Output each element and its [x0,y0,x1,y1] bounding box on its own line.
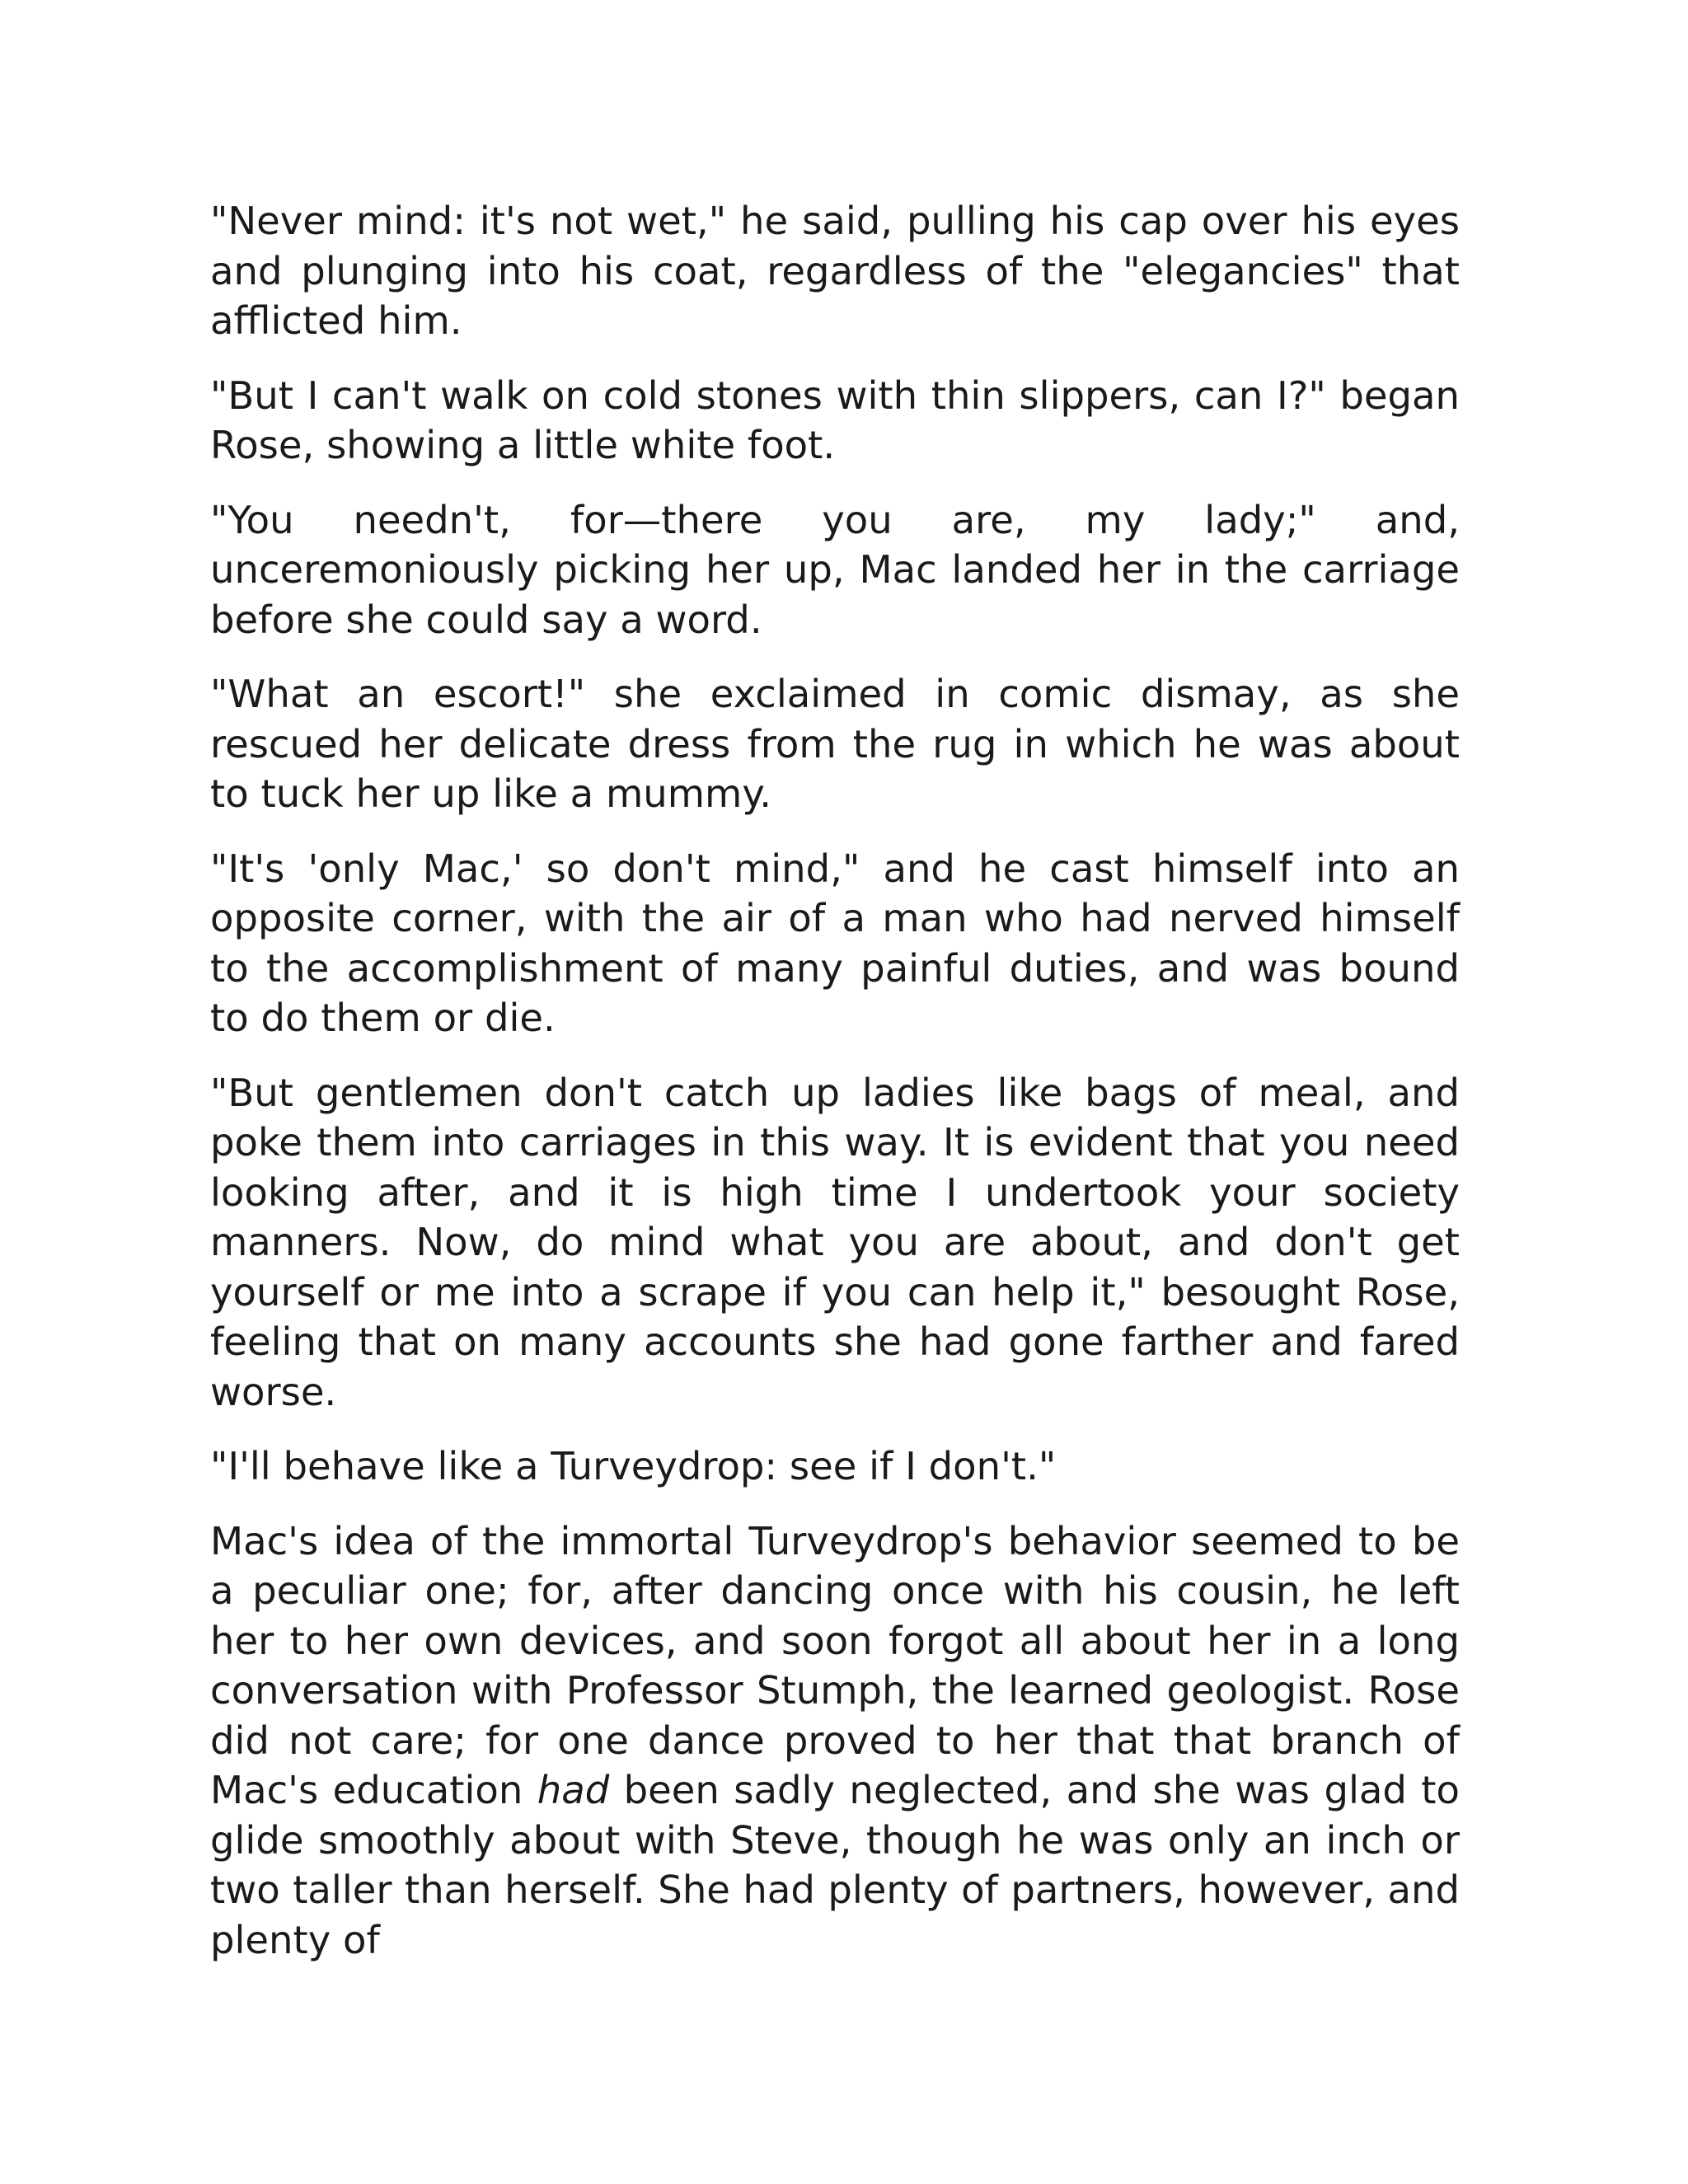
paragraph [210,1516,1460,1966]
paragraph: "But I can't walk on cold stones with thin slippers, can I?" began Rose, showing a little white foot. [210,373,1460,467]
body-text [210,196,1460,1965]
paragraph: "But gentlemen don't catch up ladies like bags of meal, and poke them into carriages in this way. It is evident that you need looking after, and it is high time I undertook your society manners. Now, do mind what you are about, and don't get yourself or me into a scrape if you can help it," besought Rose, feeling that on many accounts she had gone farther and fared worse. [210,1070,1460,1414]
paragraph: "It's 'only Mac,' so don't mind," and he cast himself into an opposite corner, with the air of a man who had nerved himself to the accomplishment of many painful duties, and was bound to do them or die. [210,846,1460,1040]
paragraph-text-before-italic: Mac's idea of the immortal Turveydrop's behavior seemed to be a peculiar one; for, after dancing once with his cousin, he left her to her own devices, and soon forgot all about her in a long conversation with Professor Stumph, the learned geologist. Rose did not care; for one dance proved to her that that branch of Mac's education [210,1518,1460,1812]
italic-emphasis: had [537,1768,610,1812]
paragraph: "What an escort!" she exclaimed in comic dismay, as she rescued her delicate dress from the rug in which he was about to tuck her up like a mummy. [210,672,1460,816]
paragraph: "You needn't, for—there you are, my lady;" and, unceremoniously picking her up, Mac landed her in the carriage before she could say a word. [210,497,1460,642]
paragraph: "I'll behave like a Turveydrop: see if I don't." [210,1444,1057,1488]
paragraph-text-after-italic: been sadly neglected, and she was glad to glide smoothly about with Steve, though he was only an inch or two taller than herself. She had plenty of partners, however, and plenty of [210,1768,1460,1962]
paragraph: "Never mind: it's not wet," he said, pulling his cap over his eyes and plunging into his coat, regardless of the "elegancies" that afflicted him. [210,199,1460,343]
